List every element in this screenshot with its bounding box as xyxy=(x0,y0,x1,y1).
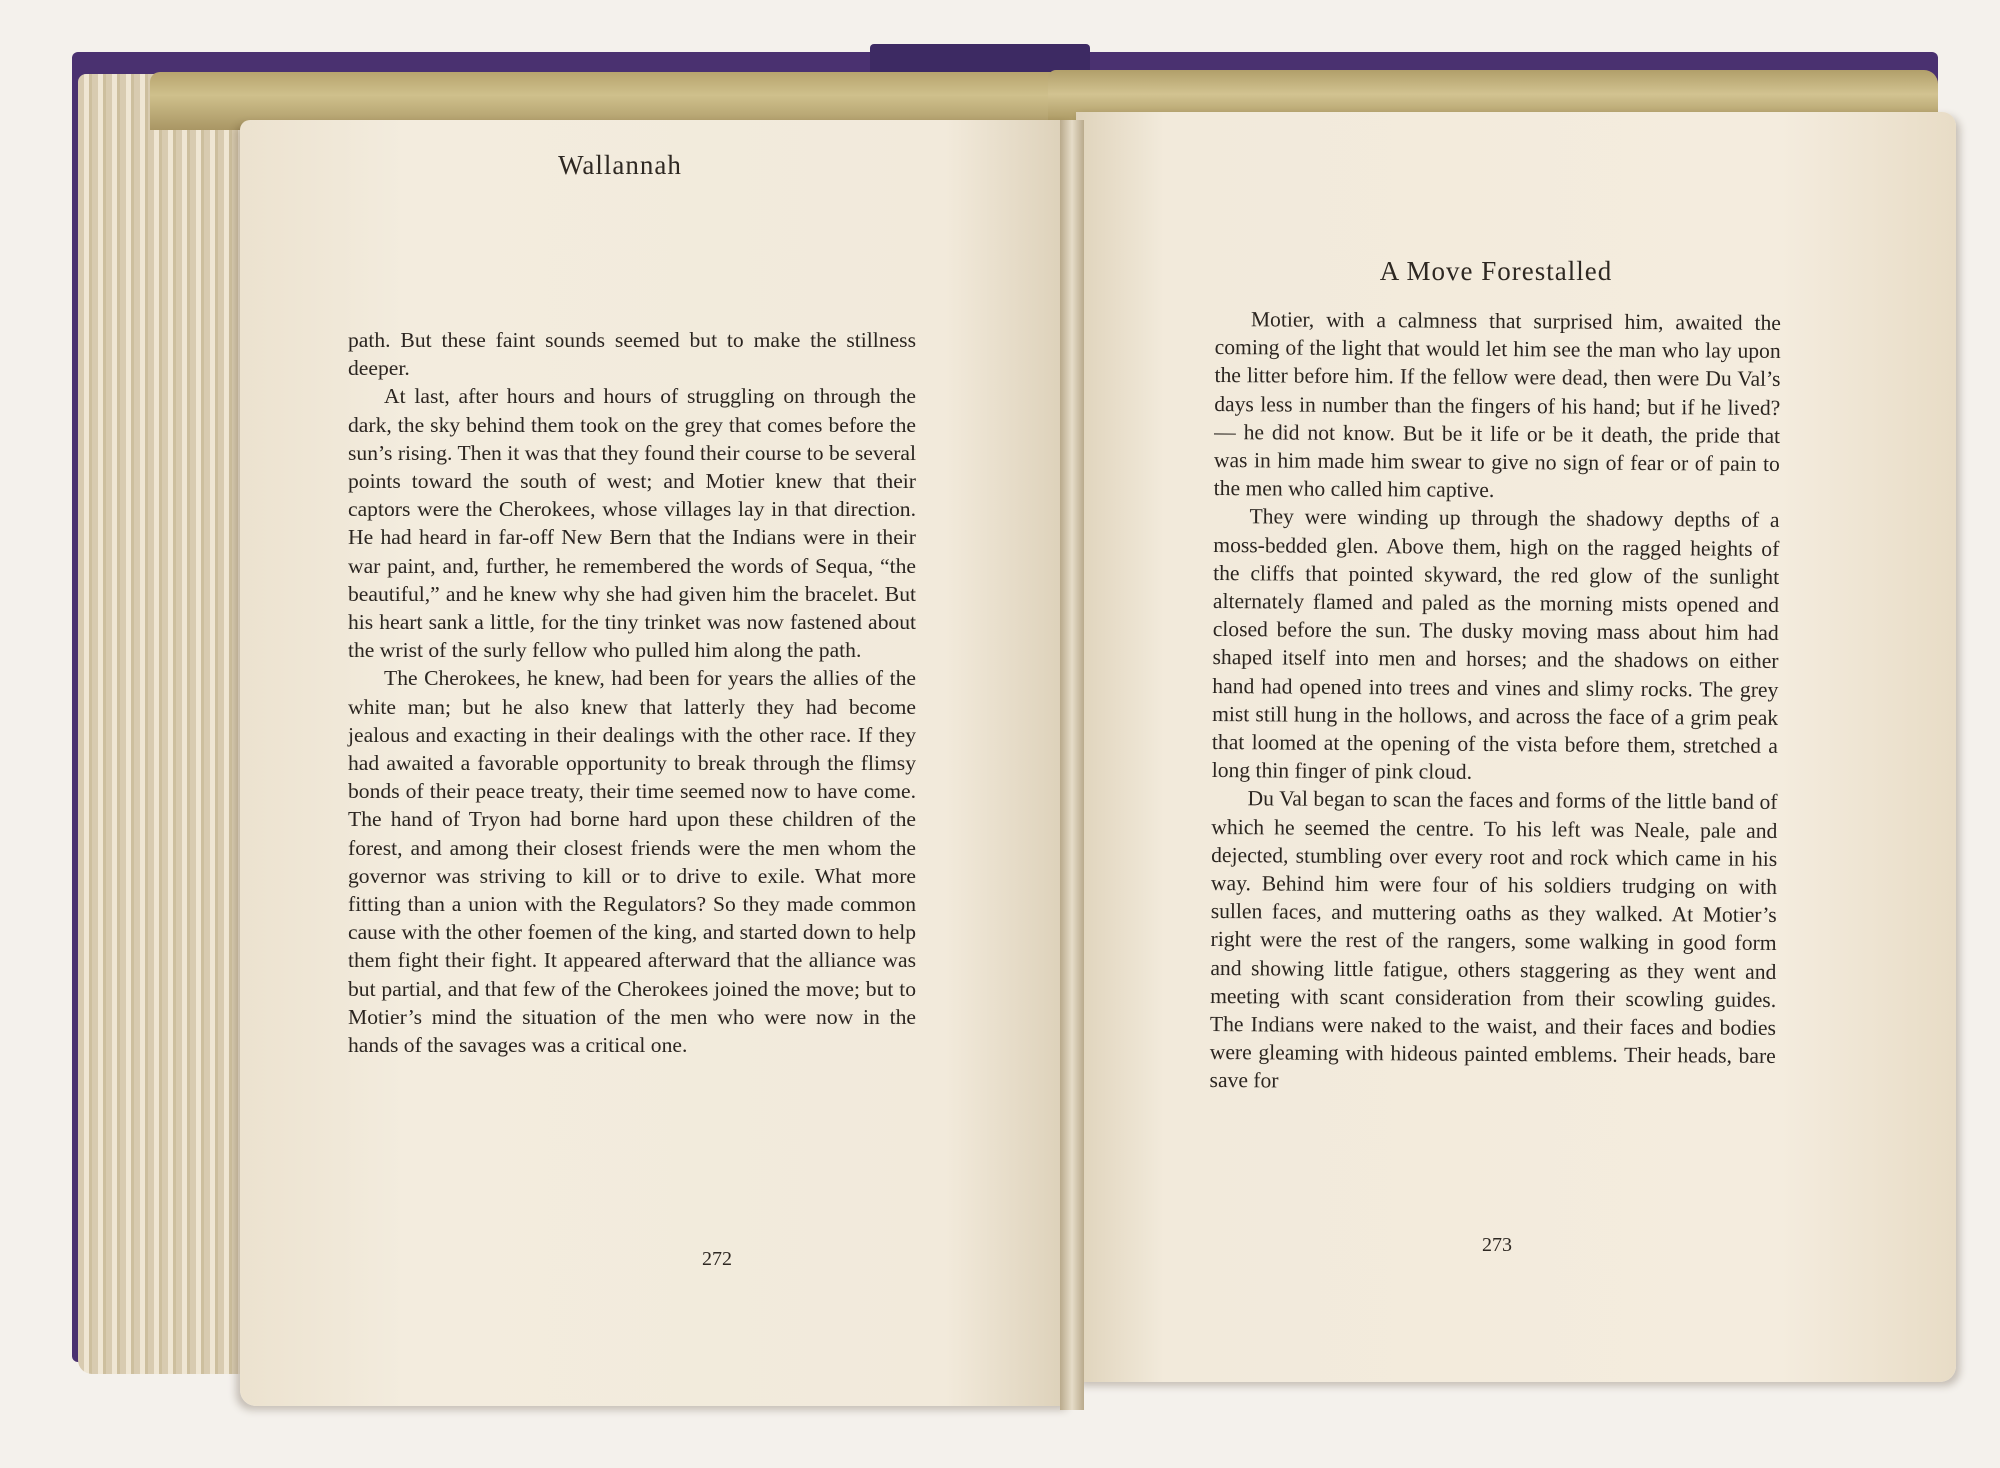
page-edges-left xyxy=(78,74,248,1374)
right-body-text xyxy=(1209,305,1780,1099)
left-page-number: 272 xyxy=(702,1248,732,1270)
left-body-text xyxy=(348,326,916,1059)
right-paragraph: They were winding up through the shadowy depths of a moss-bedded glen. Above them, high on the ragged heights of the cliffs that pointed skyward, the red glow of the sunlight alternately flamed and paled as the morning mists opened and closed before the sun. The dusky moving mass about him had shaped itself into men and horses; and the shadows on either hand had opened into trees and vines and slimy rocks. The grey mist still hung in the hollows, and across the face of a grim peak that loomed at the opening of the vista before them, stretched a long thin finger of pink cloud. xyxy=(1211,504,1780,785)
right-running-head: A Move Forestalled xyxy=(1379,256,1613,286)
left-paragraph: At last, after hours and hours of struggling on through the dark, the sky behind them took on the grey that comes before the sun’s rising. Then it was that they found their course to be several points toward the south of west; and Motier knew that their captors were the Cherokees, whose villages lay in that direction. He had heard in far-off New Bern that the Indians were in their war paint, and, further, he remembered the words of Sequa, “the beautiful,” and he knew why she had given him the bracelet. But his heart sank a little, for the tiny trinket was now fastened about the wrist of the surly fellow who pulled him along the path. xyxy=(348,384,916,663)
book-gutter xyxy=(1060,120,1084,1410)
left-paragraph: The Cherokees, he knew, had been for years the allies of the white man; but he also knew that latterly they had become jealous and exacting in their dealings with the other race. If they had awaited a favorable opportunity to break through the flimsy bonds of their peace treaty, their time seemed now to have come. The hand of Tryon had borne hard upon these children of the forest, and among their closest friends were the men whom the governor was striving to kill or to drive to exile. What more fitting than a union with the Regulators? So they made common cause with the other foemen of the king, and started down to help them fight their fight. It appeared afterward that the alliance was but partial, and that few of the Cherokees joined the move; but to Motier’s mind the situation of the men who were now in the hands of the savages was a critical one. xyxy=(348,666,916,1058)
right-paragraph: Du Val began to scan the faces and forms of the little band of which he seemed the centre. To his left was Neale, pale and dejected, stumbling over every root and rock which came in his way. Behind him were four of his soldiers trudging on with sullen faces, and muttering oaths as they walked. At Motier’s right were the rest of the rangers, some walking in good form and showing little fatigue, others staggering as they went and meeting with scant consideration from their scowling guides. The Indians were naked to the waist, and their faces and bodies were gleaming with hideous painted emblems. Their heads, bare save for xyxy=(1209,786,1778,1093)
right-paragraph: Motier, with a calmness that surprised him, awaited the coming of the light that would let him see the man who lay upon the litter before him. If the fellow were dead, then were Du Val’s days less in number than the fingers of his hand; but if he lived? — he did not know. But be it life or be it death, the pride that was in him made him swear to give no sign of fear or of pain to the men who called him captive. xyxy=(1213,307,1781,503)
right-page-number: 273 xyxy=(1482,1234,1512,1256)
left-paragraph: path. But these faint sounds seemed but to make the stillness deeper. xyxy=(348,328,916,381)
left-running-head: Wallannah xyxy=(558,150,682,180)
